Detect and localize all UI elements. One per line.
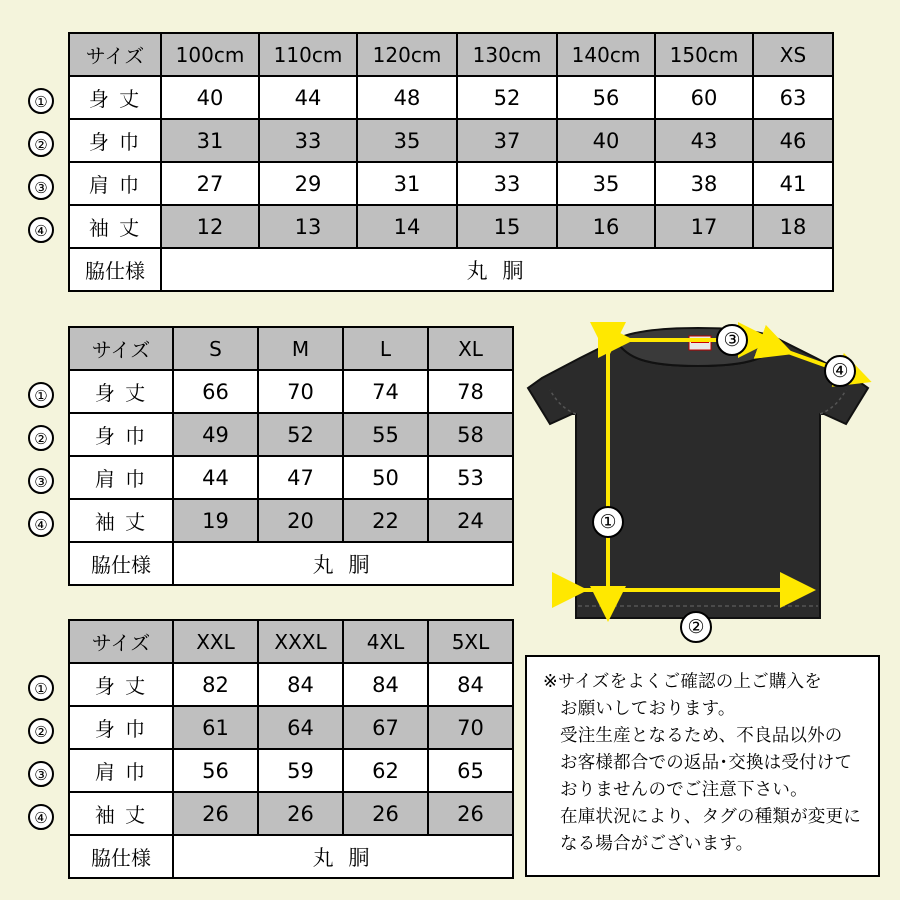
notice-line: なる場合がございます。 — [560, 834, 754, 854]
table-row — [69, 370, 513, 413]
table-cell: 84 — [428, 663, 513, 706]
row-label: 袖 丈 — [69, 792, 173, 835]
table-footer-row — [69, 542, 513, 585]
table-cell: 66 — [173, 370, 258, 413]
row-label: 身 巾 — [69, 119, 161, 162]
diagram-marker-sleeve-length: ④ — [824, 355, 856, 387]
footer-value: 丸 胴 — [173, 542, 513, 585]
table-cell: 74 — [343, 370, 428, 413]
marker-shoulder-width: ③ — [28, 761, 54, 787]
table-cell: 70 — [428, 706, 513, 749]
marker-sleeve-length: ④ — [28, 804, 54, 830]
size-table-kids — [68, 32, 834, 292]
header-cell: 100cm — [161, 33, 259, 76]
size-table — [68, 32, 834, 292]
table-cell: 40 — [161, 76, 259, 119]
table-cell: 43 — [655, 119, 753, 162]
table-cell: 59 — [258, 749, 343, 792]
header-cell: 130cm — [457, 33, 557, 76]
table-cell: 12 — [161, 205, 259, 248]
marker-body-length: ① — [28, 88, 54, 114]
table-cell: 33 — [457, 162, 557, 205]
table-cell: 27 — [161, 162, 259, 205]
table-row — [69, 749, 513, 792]
table-cell: 67 — [343, 706, 428, 749]
table-cell: 24 — [428, 499, 513, 542]
notice-line: おりませんのでご注意下さい。 — [560, 780, 808, 800]
table-cell: 60 — [655, 76, 753, 119]
table-header-row — [69, 33, 833, 76]
header-cell: L — [343, 327, 428, 370]
header-cell: XL — [428, 327, 513, 370]
size-table-bigsize — [68, 619, 514, 879]
row-label: 肩 巾 — [69, 162, 161, 205]
marker-body-width: ② — [28, 131, 54, 157]
notice-line: 受注生産となるため、不良品以外の — [560, 726, 843, 746]
table-cell: 33 — [259, 119, 357, 162]
table-cell: 65 — [428, 749, 513, 792]
header-cell: 150cm — [655, 33, 753, 76]
footer-value: 丸 胴 — [173, 835, 513, 878]
marker-body-length: ① — [28, 675, 54, 701]
header-cell: XXXL — [258, 620, 343, 663]
table-cell: 35 — [357, 119, 457, 162]
table-cell: 52 — [457, 76, 557, 119]
marker-shoulder-width: ③ — [28, 174, 54, 200]
table-cell: 19 — [173, 499, 258, 542]
size-table-adult — [68, 326, 514, 586]
table-cell: 47 — [258, 456, 343, 499]
table-cell: 16 — [557, 205, 655, 248]
footer-label: 脇仕様 — [69, 542, 173, 585]
header-cell: サイズ — [69, 33, 161, 76]
row-label: 肩 巾 — [69, 456, 173, 499]
header-cell: サイズ — [69, 620, 173, 663]
footer-label: 脇仕様 — [69, 835, 173, 878]
table-cell: 35 — [557, 162, 655, 205]
row-label: 身 巾 — [69, 706, 173, 749]
notice-line: お願いしております。 — [560, 699, 736, 719]
size-table — [68, 326, 514, 586]
table-cell: 26 — [343, 792, 428, 835]
table-cell: 53 — [428, 456, 513, 499]
table-cell: 44 — [173, 456, 258, 499]
table-cell: 29 — [259, 162, 357, 205]
table-cell: 22 — [343, 499, 428, 542]
table-cell: 49 — [173, 413, 258, 456]
header-cell: 140cm — [557, 33, 655, 76]
shirt-body — [528, 340, 868, 618]
table-footer-row — [69, 248, 833, 291]
table-row — [69, 76, 833, 119]
diagram-marker-body-width: ② — [680, 611, 712, 643]
table-row — [69, 663, 513, 706]
notice-line: お客様都合での返品･交換は受付けて — [560, 753, 853, 773]
marker-body-width: ② — [28, 718, 54, 744]
table-row — [69, 499, 513, 542]
table-header-row — [69, 620, 513, 663]
table-cell: 37 — [457, 119, 557, 162]
header-cell: 5XL — [428, 620, 513, 663]
table-cell: 62 — [343, 749, 428, 792]
footer-label: 脇仕様 — [69, 248, 161, 291]
table-cell: 18 — [753, 205, 833, 248]
table-cell: 17 — [655, 205, 753, 248]
table-cell: 56 — [173, 749, 258, 792]
table-header-row — [69, 327, 513, 370]
marker-shoulder-width: ③ — [28, 468, 54, 494]
table-cell: 26 — [173, 792, 258, 835]
footer-value: 丸 胴 — [161, 248, 833, 291]
row-label: 身 丈 — [69, 76, 161, 119]
table-row — [69, 205, 833, 248]
table-cell: 31 — [357, 162, 457, 205]
header-cell: XS — [753, 33, 833, 76]
notice-line: ※サイズをよくご確認の上ご購入を — [543, 672, 822, 692]
notice-box — [525, 655, 880, 877]
table-cell: 56 — [557, 76, 655, 119]
row-label: 袖 丈 — [69, 205, 161, 248]
table-cell: 13 — [259, 205, 357, 248]
row-label: 身 巾 — [69, 413, 173, 456]
table-row — [69, 413, 513, 456]
marker-sleeve-length: ④ — [28, 217, 54, 243]
row-label: 身 丈 — [69, 663, 173, 706]
notice-line: 在庫状況により、タグの種類が変更に — [560, 807, 861, 827]
table-cell: 31 — [161, 119, 259, 162]
table-row — [69, 792, 513, 835]
table-cell: 70 — [258, 370, 343, 413]
table-row — [69, 119, 833, 162]
table-cell: 41 — [753, 162, 833, 205]
header-cell: 120cm — [357, 33, 457, 76]
table-cell: 26 — [428, 792, 513, 835]
table-cell: 78 — [428, 370, 513, 413]
table-cell: 44 — [259, 76, 357, 119]
table-cell: 64 — [258, 706, 343, 749]
table-row — [69, 162, 833, 205]
header-cell: サイズ — [69, 327, 173, 370]
size-table — [68, 619, 514, 879]
table-cell: 38 — [655, 162, 753, 205]
table-cell: 84 — [258, 663, 343, 706]
table-cell: 40 — [557, 119, 655, 162]
table-row — [69, 706, 513, 749]
header-cell: S — [173, 327, 258, 370]
table-cell: 48 — [357, 76, 457, 119]
marker-sleeve-length: ④ — [28, 511, 54, 537]
row-label: 身 丈 — [69, 370, 173, 413]
table-cell: 15 — [457, 205, 557, 248]
header-cell: 110cm — [259, 33, 357, 76]
table-cell: 50 — [343, 456, 428, 499]
diagram-marker-body-length: ① — [592, 506, 624, 538]
table-cell: 84 — [343, 663, 428, 706]
table-footer-row — [69, 835, 513, 878]
table-cell: 55 — [343, 413, 428, 456]
row-label: 肩 巾 — [69, 749, 173, 792]
table-cell: 20 — [258, 499, 343, 542]
header-cell: M — [258, 327, 343, 370]
table-cell: 61 — [173, 706, 258, 749]
marker-body-width: ② — [28, 425, 54, 451]
table-cell: 63 — [753, 76, 833, 119]
row-label: 袖 丈 — [69, 499, 173, 542]
header-cell: XXL — [173, 620, 258, 663]
table-row — [69, 456, 513, 499]
diagram-marker-shoulder-width: ③ — [716, 324, 748, 356]
table-cell: 82 — [173, 663, 258, 706]
table-cell: 14 — [357, 205, 457, 248]
tshirt-diagram — [520, 318, 885, 648]
table-cell: 52 — [258, 413, 343, 456]
marker-body-length: ① — [28, 382, 54, 408]
header-cell: 4XL — [343, 620, 428, 663]
table-cell: 58 — [428, 413, 513, 456]
table-cell: 26 — [258, 792, 343, 835]
table-cell: 46 — [753, 119, 833, 162]
